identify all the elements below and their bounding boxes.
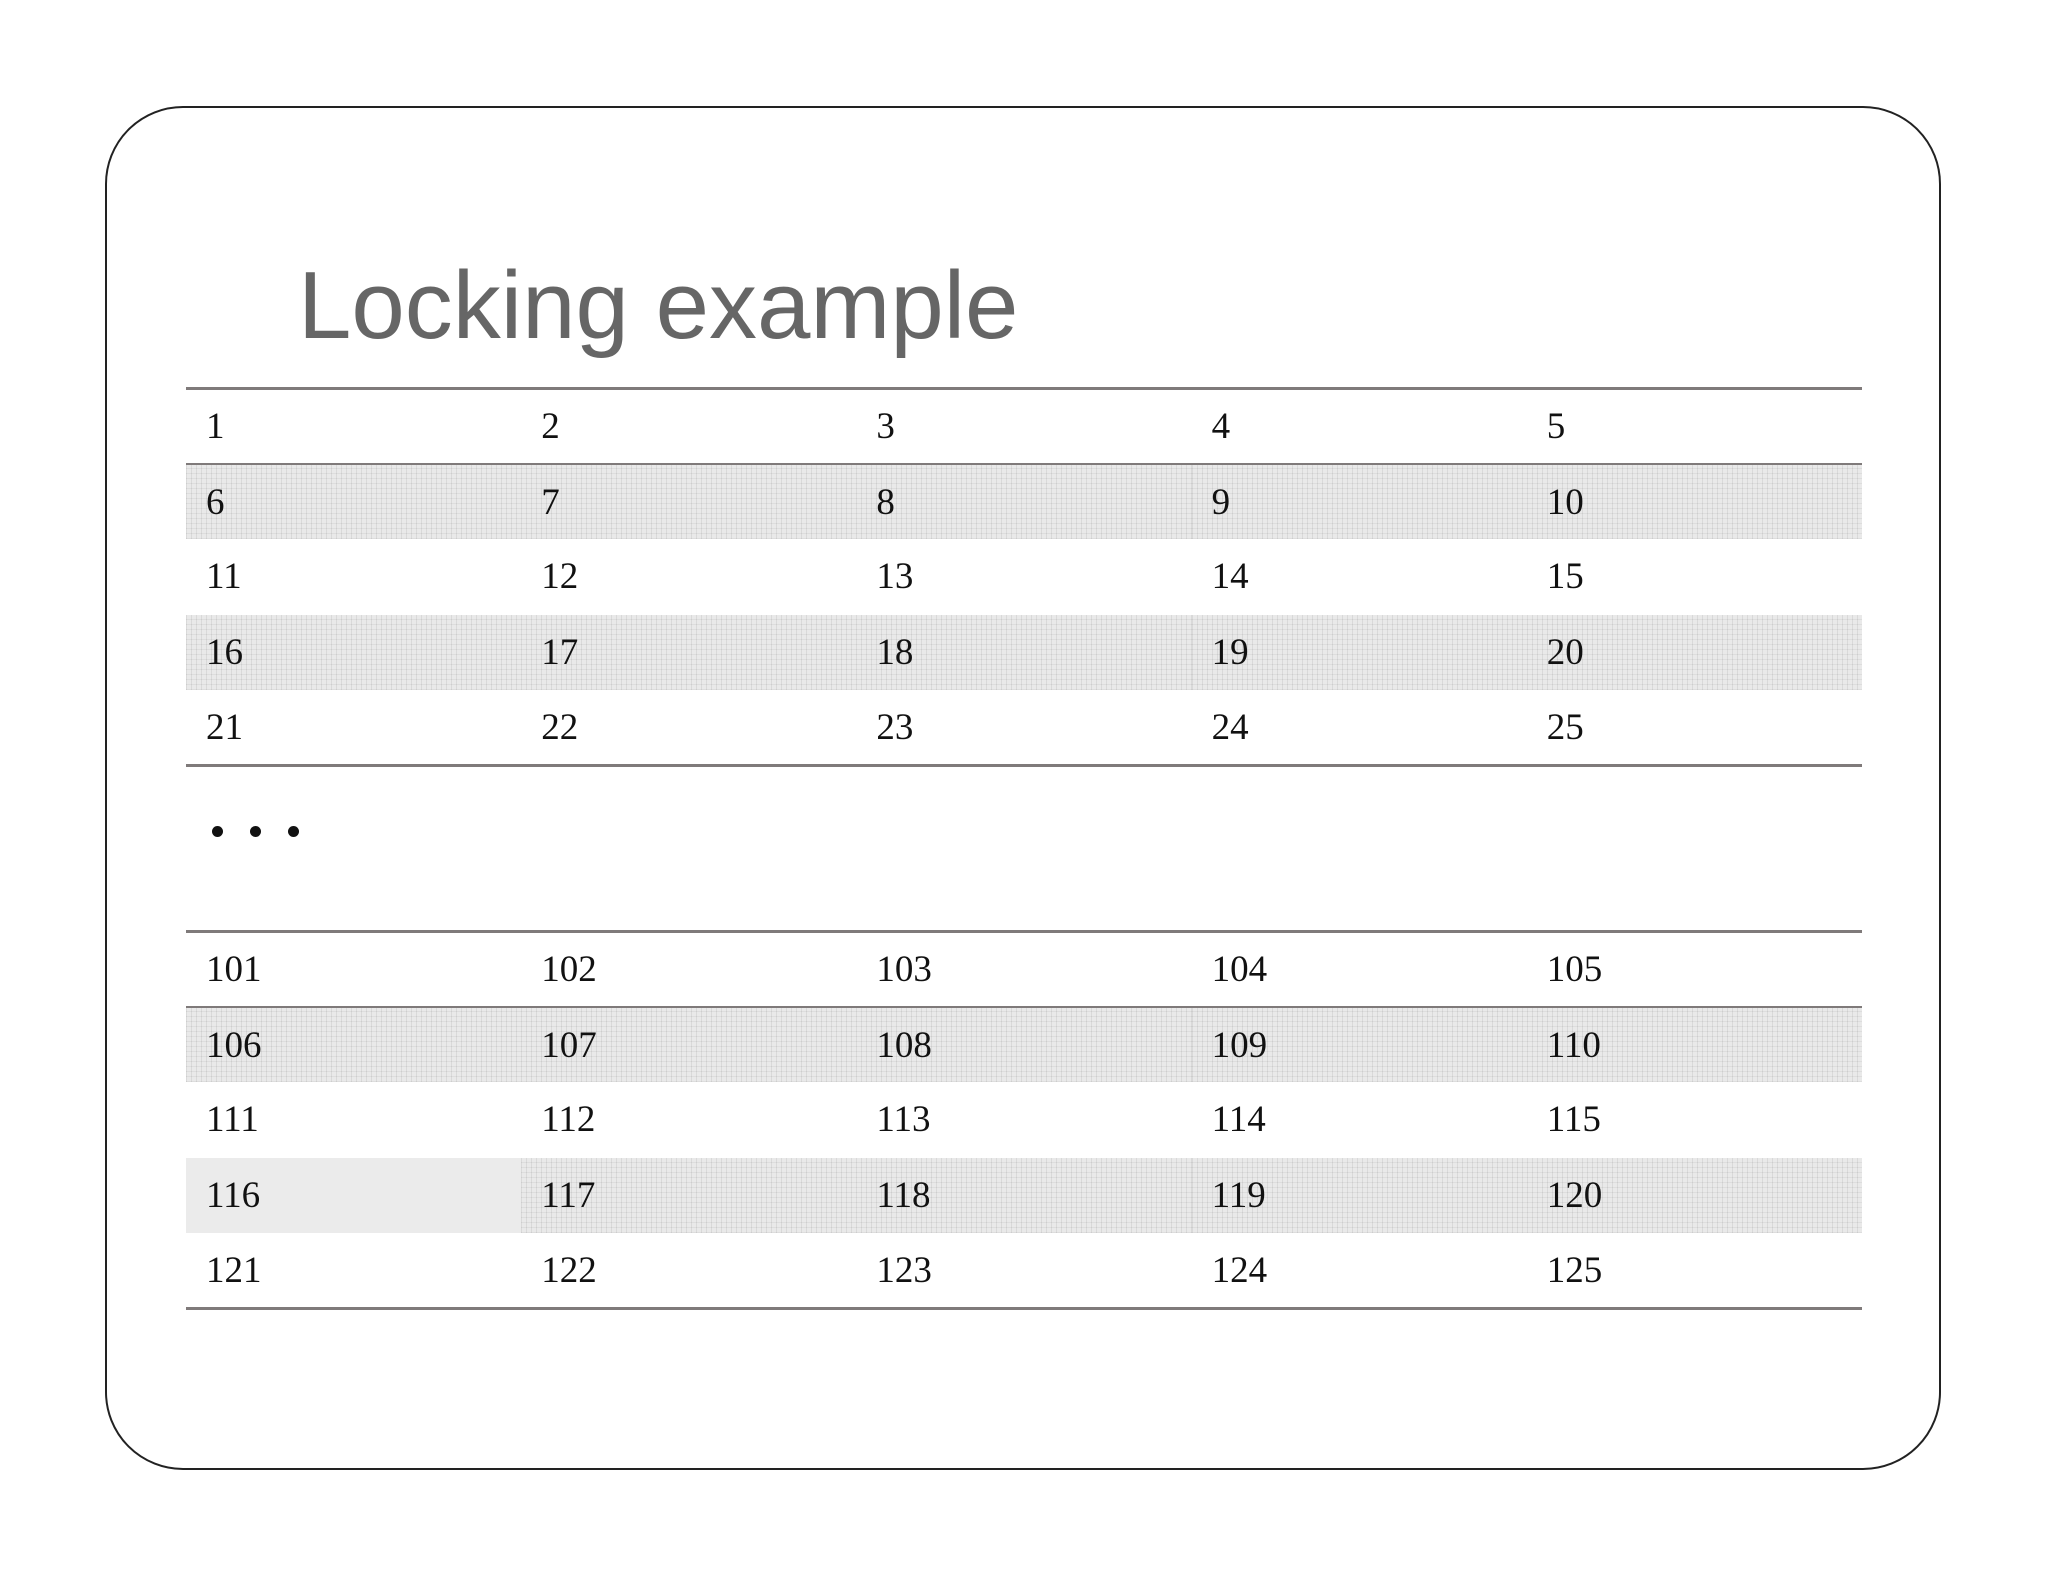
table-cell: 109 [1192,1007,1527,1082]
table-cell: 24 [1192,690,1527,765]
table-cell: 106 [186,1007,521,1082]
table-cell: 120 [1527,1158,1862,1233]
table-row [186,1007,1862,1082]
table-cell: 15 [1546,556,1584,598]
table-row [186,539,1862,614]
table-row [186,1233,1862,1308]
table-cell: 13 [876,556,914,598]
table-cell: 1 [186,389,521,464]
numbers-table-top [186,387,1862,767]
table-cell: 7 [521,464,856,539]
table-cell: 125 [1527,1233,1862,1308]
table-cell: 16 [186,615,521,690]
table-cell: 4 [1192,389,1527,464]
table-cell: 14 [1211,556,1249,598]
table-cell: 124 [1192,1233,1527,1308]
table-cell: 20 [1527,615,1862,690]
table-cell: 102 [521,932,856,1007]
table-cell: 9 [1192,464,1527,539]
table-row [186,389,1862,464]
slide-title: Locking example [298,252,1019,359]
table-cell: 113 [876,1099,931,1141]
table-cell: 121 [186,1233,521,1308]
table-cell: 107 [521,1007,856,1082]
ellipsis [212,826,322,846]
table-cell: 119 [1192,1158,1527,1233]
table-cell: 19 [1192,615,1527,690]
table-cell: 116 [186,1158,521,1233]
table-cell: 25 [1527,690,1862,765]
table-cell: 17 [521,615,856,690]
table-cell: 105 [1527,932,1862,1007]
table-cell: 21 [186,690,521,765]
table-row [186,1082,1862,1157]
numbers-table-bottom [186,930,1862,1310]
table-cell: 22 [521,690,856,765]
ellipsis-dot [288,826,299,837]
table-cell: 108 [856,1007,1191,1082]
table-cell: 6 [186,464,521,539]
table-cell: 3 [856,389,1191,464]
ellipsis-dot [212,826,223,837]
table-row [186,615,1862,690]
table-cell: 18 [856,615,1191,690]
table-cell: 117 [521,1158,856,1233]
table-cell: 101 [186,932,521,1007]
table-row [186,464,1862,539]
table-row [186,932,1862,1007]
table-cell: 10 [1527,464,1862,539]
table-cell: 12 [541,556,579,598]
table-cell: 103 [856,932,1191,1007]
table-cell: 104 [1192,932,1527,1007]
table-cell: 5 [1527,389,1862,464]
ellipsis-dot [250,826,261,837]
table-cell: 8 [856,464,1191,539]
table-cell: 112 [541,1099,596,1141]
table-cell: 123 [856,1233,1191,1308]
table-cell: 115 [1546,1099,1601,1141]
table-cell: 118 [856,1158,1191,1233]
table-cell: 111 [206,1099,259,1141]
table-cell: 122 [521,1233,856,1308]
table-row [186,690,1862,765]
table-cell: 23 [856,690,1191,765]
table-cell: 2 [521,389,856,464]
table-cell: 114 [1211,1099,1266,1141]
table-cell: 11 [206,556,242,598]
table-cell: 110 [1527,1007,1862,1082]
table-row [186,1158,1862,1233]
